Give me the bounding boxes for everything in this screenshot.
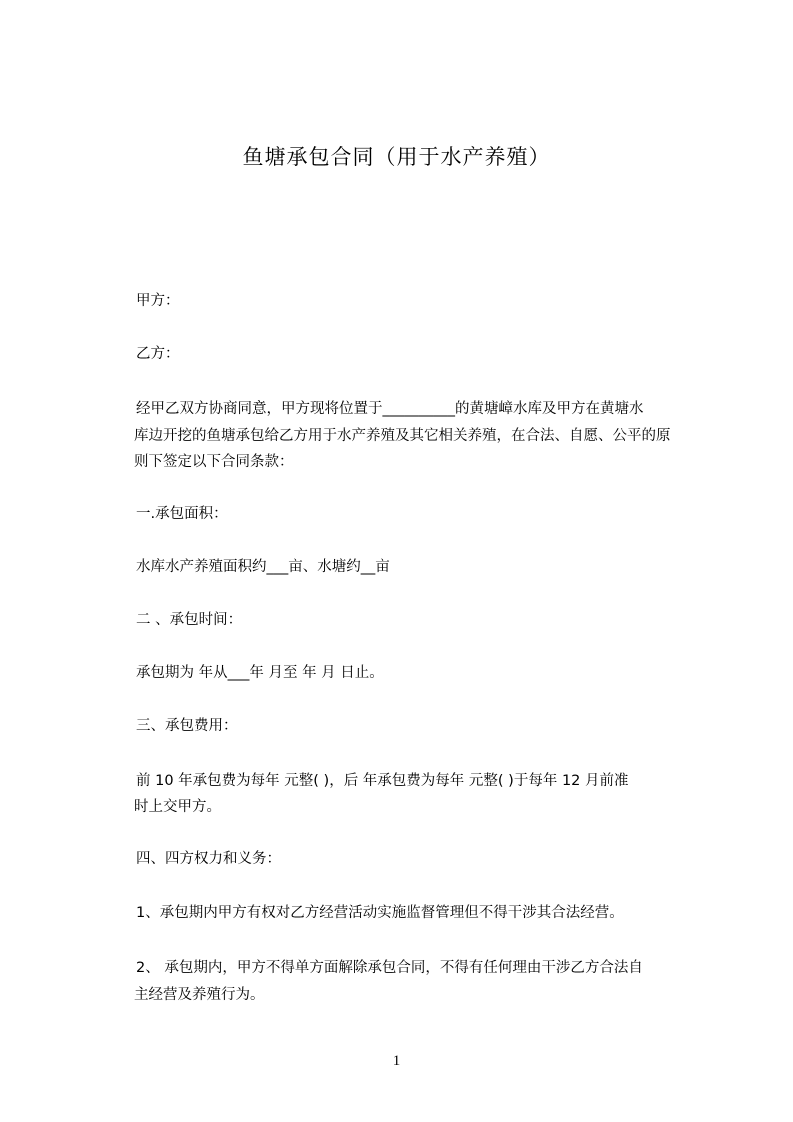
clause-2-line-2: 主经营及养殖行为。 xyxy=(134,987,265,1003)
intro-line-3: 则下签定以下合同条款： xyxy=(134,454,294,470)
page-number: 1 xyxy=(392,1053,401,1069)
section-2-text: 承包期为 年从___年 月至 年 月 日止。 xyxy=(136,665,384,681)
section-2-heading: 二 、承包时间： xyxy=(136,612,243,628)
section-1-text: 水库水产养殖面积约___亩、水塘约__亩 xyxy=(136,559,390,575)
section-4-heading: 四、四方权力和义务： xyxy=(136,851,281,867)
clause-1: 1、承包期内甲方有权对乙方经营活动实施监督管理但不得干涉其合法经营。 xyxy=(136,905,624,921)
document-title: 鱼塘承包合同（用于水产养殖） xyxy=(242,145,551,169)
clause-2-line-1: 2、 承包期内，甲方不得单方面解除承包合同，不得有任何理由干涉乙方合法自 xyxy=(136,960,643,976)
section-3-heading: 三、承包费用： xyxy=(136,718,238,734)
party-a-label: 甲方： xyxy=(136,293,180,309)
party-b-label: 乙方： xyxy=(136,346,180,362)
section-3-line-2: 时上交甲方。 xyxy=(134,799,221,815)
section-3-line-1: 前 10 年承包费为每年 元整( )，后 年承包费为每年 元整( )于每年 12 月前准 xyxy=(136,773,629,789)
section-1-heading: 一.承包面积： xyxy=(136,506,228,522)
intro-line-1: 经甲乙双方协商同意，甲方现将位置于__________的黄塘嶂水库及甲方在黄塘水 xyxy=(136,401,644,417)
intro-line-2: 库边开挖的鱼塘承包给乙方用于水产养殖及其它相关养殖，在合法、自愿、公平的原 xyxy=(134,428,671,444)
